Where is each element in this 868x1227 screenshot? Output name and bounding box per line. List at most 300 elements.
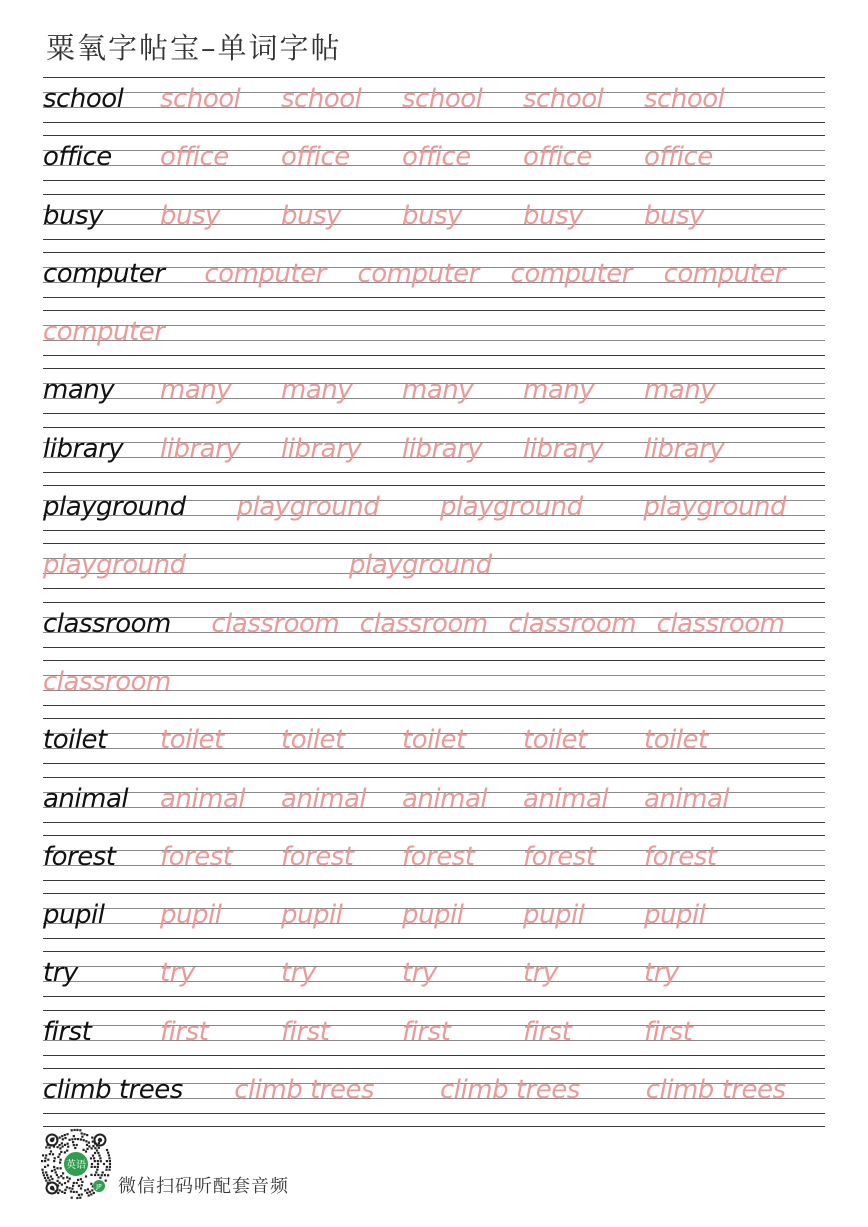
qr-module: [86, 1148, 88, 1150]
qr-module: [98, 1155, 100, 1157]
trace-word: forest: [281, 841, 354, 872]
qr-module: [69, 1139, 71, 1141]
qr-module: [109, 1160, 111, 1162]
trace-word: forest: [160, 841, 233, 872]
qr-module: [85, 1140, 87, 1142]
qr-module: [69, 1187, 71, 1189]
qr-module: [99, 1177, 101, 1179]
trace-word: playground: [643, 492, 786, 523]
qr-module: [107, 1152, 109, 1154]
trace-word: toilet: [644, 725, 708, 756]
qr-module: [74, 1147, 76, 1149]
qr-module: [70, 1190, 72, 1192]
qr-module: [109, 1163, 111, 1165]
trace-word: classroom: [359, 608, 488, 639]
guide-line: [43, 893, 825, 894]
qr-module: [42, 1172, 44, 1174]
qr-module: [44, 1157, 46, 1159]
trace-word: office: [160, 142, 229, 173]
trace-word: busy: [281, 200, 341, 231]
qr-module: [85, 1150, 87, 1152]
qr-module: [64, 1134, 66, 1136]
qr-module: [43, 1174, 45, 1176]
model-word: school: [43, 84, 124, 114]
trace-word: playground: [236, 492, 380, 523]
trace-word: computer: [204, 258, 326, 289]
trace-word: animal: [644, 783, 730, 814]
qr-module: [60, 1175, 62, 1177]
guide-line: [43, 880, 825, 881]
qr-module: [64, 1151, 66, 1153]
trace-word: animal: [281, 783, 367, 814]
qr-module: [49, 1153, 51, 1155]
trace-word: school: [281, 84, 362, 114]
qr-module: [76, 1129, 78, 1131]
copy-row: [43, 427, 825, 485]
trace-word: try: [523, 958, 558, 989]
guide-line: [43, 822, 825, 823]
guide-line: [43, 938, 825, 939]
trace-word: pupil: [160, 900, 222, 931]
footer-scan-caption: 微信扫码听配套音频: [118, 1176, 289, 1197]
qr-module: [92, 1155, 94, 1157]
guide-line: [43, 1068, 825, 1069]
guide-line: [43, 413, 825, 414]
qr-module: [81, 1193, 83, 1195]
qr-module: [60, 1167, 62, 1169]
trace-word: try: [160, 958, 195, 989]
trace-word: office: [523, 142, 592, 173]
copy-row: [43, 1010, 825, 1068]
trace-word: many: [523, 375, 595, 406]
qr-module: [59, 1144, 61, 1146]
trace-word: climb trees: [440, 1075, 580, 1106]
guide-line: [43, 297, 825, 298]
qr-module: [45, 1171, 47, 1173]
qr-module: [98, 1147, 100, 1149]
model-word: first: [43, 1016, 92, 1047]
trace-word: try: [644, 958, 679, 989]
qr-module: [89, 1191, 91, 1193]
trace-word: library: [402, 433, 483, 464]
guide-line: [43, 194, 825, 195]
copy-row: [43, 135, 825, 193]
trace-word: many: [644, 375, 716, 406]
copy-row: [43, 602, 825, 660]
trace-word: forest: [523, 841, 596, 872]
qr-corner-label: JP: [96, 1183, 102, 1191]
guide-line: [43, 951, 825, 952]
trace-word: playground: [43, 550, 186, 581]
model-word: computer: [43, 258, 165, 289]
qr-module: [66, 1133, 68, 1135]
qr-module: [92, 1145, 94, 1147]
qr-module: [67, 1143, 69, 1145]
qr-module: [91, 1189, 93, 1191]
trace-word: library: [523, 433, 604, 464]
model-word: office: [43, 142, 112, 173]
qr-module: [50, 1150, 52, 1152]
copy-row: [43, 951, 825, 1009]
qr-module: [67, 1180, 69, 1182]
qr-module: [44, 1166, 46, 1168]
trace-word: toilet: [281, 725, 345, 756]
trace-word: computer: [510, 258, 632, 289]
qr-module: [77, 1138, 79, 1140]
trace-word: animal: [160, 783, 246, 814]
trace-word: school: [644, 84, 725, 114]
trace-word: library: [281, 433, 362, 464]
qr-module: [97, 1174, 99, 1176]
qr-module: [81, 1132, 83, 1134]
qr-module: [95, 1171, 97, 1173]
guide-line: [43, 718, 825, 719]
trace-word: many: [402, 375, 474, 406]
guide-line: [43, 1010, 825, 1011]
guide-line: [43, 530, 825, 531]
copy-row: [43, 718, 825, 776]
guide-line: [43, 252, 825, 253]
trace-word: busy: [402, 200, 462, 231]
qr-module: [94, 1174, 96, 1176]
qr-module: [62, 1172, 64, 1174]
qr-module: [67, 1146, 69, 1148]
guide-line: [43, 355, 825, 356]
trace-word: office: [281, 142, 350, 173]
model-word: try: [43, 958, 78, 989]
qr-module: [81, 1184, 83, 1186]
qr-module: [94, 1147, 96, 1149]
qr-module: [90, 1174, 92, 1176]
guide-line: [43, 472, 825, 473]
trace-word: busy: [160, 200, 220, 231]
qr-module: [90, 1183, 92, 1185]
qr-module: [74, 1138, 76, 1140]
qr-module: [83, 1139, 85, 1141]
model-word: classroom: [43, 608, 171, 639]
mini-program-qr-code[interactable]: [40, 1128, 112, 1200]
qr-module: [84, 1189, 86, 1191]
qr-module: [96, 1169, 98, 1171]
copy-row: [43, 252, 825, 310]
qr-module: [41, 1169, 43, 1171]
qr-module: [97, 1163, 99, 1165]
guide-line: [43, 602, 825, 603]
qr-module: [98, 1142, 100, 1144]
qr-module: [60, 1151, 62, 1153]
copy-row: [43, 893, 825, 951]
qr-module: [54, 1157, 56, 1159]
qr-module: [64, 1189, 66, 1191]
qr-module: [105, 1180, 107, 1182]
qr-module: [49, 1179, 51, 1181]
qr-module: [88, 1194, 90, 1196]
qr-module: [46, 1174, 48, 1176]
trace-word: school: [160, 84, 241, 114]
trace-word: office: [402, 142, 471, 173]
copy-row: [43, 777, 825, 835]
guide-line: [43, 180, 825, 181]
guide-line: [43, 996, 825, 997]
trace-word: toilet: [160, 725, 224, 756]
qr-module: [44, 1160, 46, 1162]
trace-word: try: [402, 958, 437, 989]
qr-module: [72, 1141, 74, 1143]
qr-module: [96, 1149, 98, 1151]
qr-module: [62, 1145, 64, 1147]
copy-row: [43, 543, 825, 601]
copy-row: [43, 835, 825, 893]
qr-module: [107, 1174, 109, 1176]
model-word: pupil: [43, 900, 105, 931]
qr-module: [94, 1166, 96, 1168]
qr-module: [72, 1185, 74, 1187]
qr-module: [60, 1159, 62, 1161]
qr-module: [99, 1157, 101, 1159]
qr-badge-label: 英语: [66, 1160, 86, 1171]
qr-module: [64, 1144, 66, 1146]
guide-line: [43, 239, 825, 240]
trace-word: busy: [523, 200, 583, 231]
guide-line: [43, 835, 825, 836]
guide-line: [43, 485, 825, 486]
trace-word: classroom: [43, 666, 171, 697]
qr-module: [73, 1135, 75, 1137]
trace-word: forest: [644, 841, 717, 872]
qr-module: [90, 1157, 92, 1159]
qr-module: [62, 1138, 64, 1140]
qr-module: [71, 1188, 73, 1190]
guide-line: [43, 1126, 825, 1127]
qr-module: [106, 1160, 108, 1162]
copy-row: [43, 1068, 825, 1126]
qr-module: [71, 1129, 73, 1131]
guide-line: [43, 777, 825, 778]
qr-module: [45, 1146, 47, 1148]
qr-module: [57, 1156, 59, 1158]
copy-row: [43, 368, 825, 426]
model-word: playground: [43, 492, 186, 523]
qr-finder-dot: [50, 1186, 54, 1190]
qr-module: [59, 1147, 61, 1149]
model-word: library: [43, 433, 124, 464]
guide-line: [43, 660, 825, 661]
qr-module: [76, 1182, 78, 1184]
guide-line: [43, 1113, 825, 1114]
qr-module: [80, 1187, 82, 1189]
qr-module: [57, 1176, 59, 1178]
model-word: animal: [43, 783, 129, 814]
qr-finder-dot: [50, 1138, 54, 1142]
trace-word: forest: [402, 841, 475, 872]
qr-module: [53, 1166, 55, 1168]
qr-module: [57, 1146, 59, 1148]
qr-module: [74, 1129, 76, 1131]
qr-module: [64, 1137, 66, 1139]
guide-line: [43, 763, 825, 764]
guide-line: [43, 77, 825, 78]
qr-module: [76, 1144, 78, 1146]
qr-module: [93, 1192, 95, 1194]
qr-module: [69, 1178, 71, 1180]
qr-module: [56, 1174, 58, 1176]
trace-word: first: [402, 1016, 451, 1047]
qr-module: [55, 1171, 57, 1173]
trace-word: classroom: [211, 608, 340, 639]
qr-module: [80, 1138, 82, 1140]
qr-module: [57, 1180, 59, 1182]
trace-word: first: [160, 1016, 209, 1047]
qr-module: [57, 1192, 59, 1194]
guide-line: [43, 705, 825, 706]
trace-word: pupil: [644, 900, 706, 931]
qr-module: [73, 1182, 75, 1184]
qr-module: [59, 1189, 61, 1191]
trace-word: first: [523, 1016, 572, 1047]
qr-module: [91, 1147, 93, 1149]
qr-module: [66, 1150, 68, 1152]
qr-module: [73, 1191, 75, 1193]
qr-module: [106, 1149, 108, 1151]
qr-module: [59, 1182, 61, 1184]
model-word: many: [43, 375, 115, 406]
qr-module: [51, 1178, 53, 1180]
qr-module: [91, 1163, 93, 1165]
qr-module: [80, 1178, 82, 1180]
trace-word: animal: [523, 783, 609, 814]
trace-word: pupil: [523, 900, 585, 931]
qr-module: [104, 1174, 106, 1176]
trace-word: climb trees: [645, 1075, 786, 1106]
qr-module: [83, 1149, 85, 1151]
qr-module: [102, 1171, 104, 1173]
qr-module: [94, 1152, 96, 1154]
qr-module: [108, 1157, 110, 1159]
trace-word: animal: [402, 783, 488, 814]
guide-line: [43, 122, 825, 123]
qr-module: [90, 1193, 92, 1195]
qr-module: [59, 1162, 61, 1164]
qr-module: [62, 1177, 64, 1179]
page-title: 粟氧字帖宝–单词字帖: [46, 31, 342, 65]
trace-word: office: [644, 142, 713, 173]
qr-module: [52, 1153, 54, 1155]
qr-module: [61, 1191, 63, 1193]
qr-module: [66, 1176, 68, 1178]
qr-module: [64, 1192, 66, 1194]
qr-module: [51, 1170, 53, 1172]
trace-word: library: [160, 433, 241, 464]
trace-word: playground: [440, 492, 583, 523]
trace-word: library: [644, 433, 725, 464]
qr-module: [54, 1169, 56, 1171]
qr-module: [91, 1137, 93, 1139]
trace-word: first: [281, 1016, 330, 1047]
guide-line: [43, 135, 825, 136]
qr-module: [61, 1184, 63, 1186]
model-word: toilet: [43, 725, 107, 756]
qr-module: [97, 1166, 99, 1168]
qr-module: [76, 1191, 78, 1193]
qr-module: [81, 1181, 83, 1183]
guide-line: [43, 368, 825, 369]
guide-line: [43, 543, 825, 544]
trace-word: try: [281, 958, 316, 989]
qr-module: [50, 1175, 52, 1177]
guide-line: [43, 647, 825, 648]
qr-module: [59, 1137, 61, 1139]
qr-module: [44, 1177, 46, 1179]
trace-word: toilet: [402, 725, 466, 756]
qr-module: [41, 1160, 43, 1162]
copy-row: [43, 194, 825, 252]
qr-module: [109, 1166, 111, 1168]
trace-word: school: [523, 84, 604, 114]
copybook-sheet: [43, 77, 825, 1126]
trace-word: pupil: [402, 900, 464, 931]
qr-module: [42, 1154, 44, 1156]
qr-module: [101, 1174, 103, 1176]
qr-module: [45, 1180, 47, 1182]
trace-word: toilet: [523, 725, 587, 756]
qr-module: [61, 1135, 63, 1137]
trace-word: classroom: [656, 608, 785, 639]
qr-module: [59, 1153, 61, 1155]
qr-module: [78, 1194, 80, 1196]
guide-line: [43, 1055, 825, 1056]
copy-row: [43, 310, 825, 368]
qr-module: [79, 1197, 81, 1199]
qr-module: [71, 1138, 73, 1140]
trace-word: many: [281, 375, 353, 406]
trace-word: playground: [349, 550, 492, 581]
trace-word: first: [644, 1016, 693, 1047]
trace-word: many: [160, 375, 232, 406]
qr-module: [86, 1134, 88, 1136]
trace-word: computer: [663, 258, 785, 289]
qr-module: [88, 1142, 90, 1144]
qr-module: [66, 1186, 68, 1188]
qr-module: [49, 1147, 51, 1149]
qr-module: [108, 1169, 110, 1171]
qr-module: [83, 1133, 85, 1135]
copy-row: [43, 485, 825, 543]
qr-module: [47, 1159, 49, 1161]
qr-module: [88, 1145, 90, 1147]
trace-word: computer: [357, 258, 479, 289]
model-word: climb trees: [43, 1075, 183, 1106]
qr-module: [106, 1166, 108, 1168]
trace-word: computer: [43, 317, 165, 348]
qr-module: [77, 1179, 79, 1181]
copy-row: [43, 660, 825, 718]
qr-module: [47, 1177, 49, 1179]
qr-module: [81, 1136, 83, 1138]
qr-module: [93, 1157, 95, 1159]
qr-module: [87, 1188, 89, 1190]
qr-module: [64, 1182, 66, 1184]
qr-module: [76, 1197, 78, 1199]
qr-module: [86, 1144, 88, 1146]
qr-module: [53, 1160, 55, 1162]
qr-module: [86, 1192, 88, 1194]
qr-module: [79, 1129, 81, 1131]
qr-module: [45, 1154, 47, 1156]
qr-module: [100, 1160, 102, 1162]
qr-module: [97, 1152, 99, 1154]
guide-line: [43, 588, 825, 589]
guide-line: [43, 427, 825, 428]
